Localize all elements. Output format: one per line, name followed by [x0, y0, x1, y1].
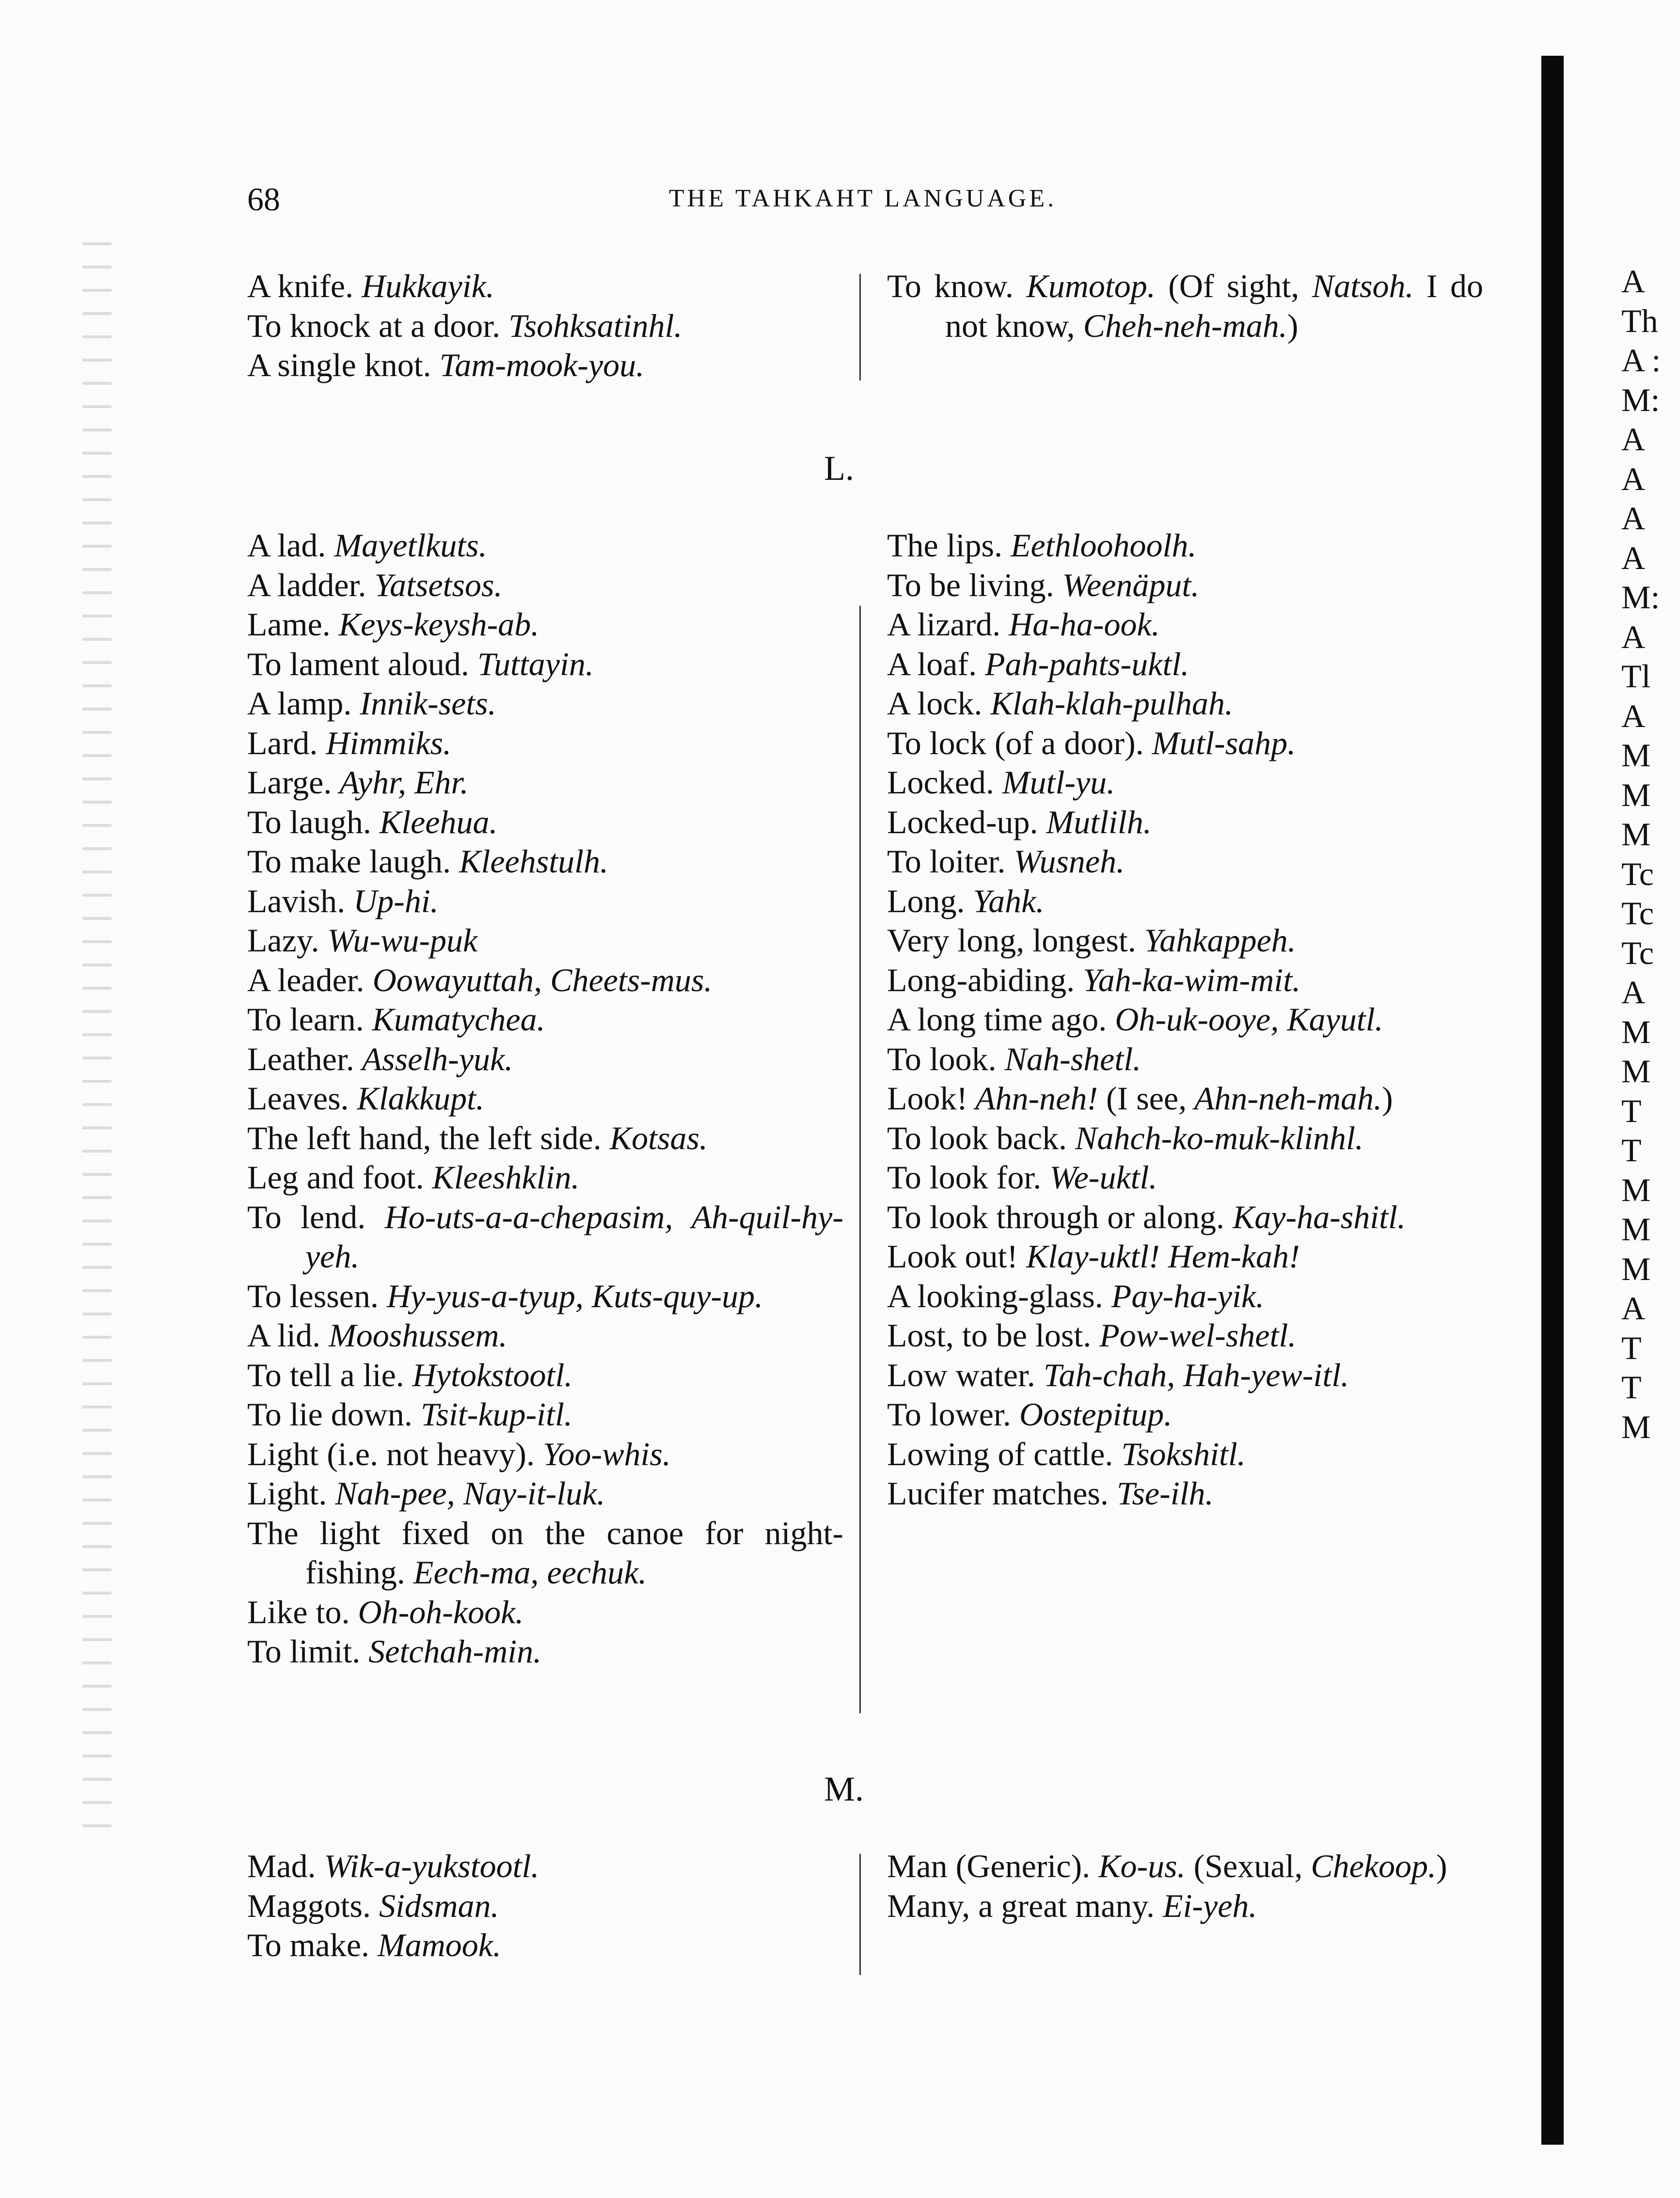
- tahkaht-term: Pow-wel-shetl.: [1091, 1317, 1297, 1354]
- tahkaht-term: Klay-uktl! Hem-kah!: [1018, 1238, 1300, 1275]
- english-term: A long time ago.: [887, 1001, 1107, 1038]
- english-term: A lid.: [247, 1317, 321, 1354]
- next-page-letter: M: [1621, 1408, 1651, 1445]
- tahkaht-term: Ei-yeh.: [1154, 1887, 1257, 1924]
- tahkaht-term: Kumotop.: [1013, 268, 1156, 304]
- english-term: To make.: [247, 1927, 370, 1963]
- english-term: To lend.: [247, 1198, 366, 1235]
- page-number: 68: [247, 181, 280, 218]
- page-header: [247, 180, 1478, 224]
- english-term: A lamp.: [247, 685, 352, 722]
- english-term: (I see,: [1097, 1080, 1187, 1117]
- english-term: A knife.: [247, 268, 354, 304]
- english-term: To tell a lie.: [247, 1356, 404, 1393]
- next-page-letter: M: [1621, 1250, 1651, 1287]
- dictionary-entry: [887, 1435, 1483, 1474]
- tahkaht-term: Mutlilh.: [1038, 803, 1152, 840]
- english-term: To look back.: [887, 1119, 1067, 1156]
- next-page-letter: Tl: [1621, 658, 1651, 695]
- dictionary-entry: [887, 842, 1483, 882]
- next-page-letter: A: [1621, 1290, 1646, 1327]
- tahkaht-term: Tsit-kup-itl.: [412, 1396, 572, 1433]
- tahkaht-term: Cheh-neh-mah.: [1075, 307, 1287, 344]
- tahkaht-term: Nah-shetl.: [996, 1040, 1141, 1077]
- dictionary-entry: [247, 306, 843, 346]
- tahkaht-term: Chekoop.: [1302, 1848, 1437, 1884]
- english-term: To lock (of a door).: [887, 724, 1144, 761]
- tahkaht-term: Eethloohoolh.: [1002, 527, 1197, 564]
- english-term: A looking-glass.: [887, 1277, 1103, 1314]
- next-page-letter: M: [1621, 1171, 1651, 1208]
- english-term: A lock.: [887, 685, 983, 722]
- english-term: To lower.: [887, 1396, 1011, 1433]
- next-page-letter: A :: [1621, 342, 1661, 379]
- tahkaht-term: Yoo-whis.: [534, 1435, 671, 1472]
- section-heading-l: L.: [824, 449, 854, 488]
- english-term: To look through or along.: [887, 1198, 1224, 1235]
- english-term: Lard.: [247, 724, 318, 761]
- dictionary-entry: [887, 526, 1483, 566]
- english-term: Locked-up.: [887, 803, 1038, 840]
- english-term: To be living.: [887, 566, 1054, 603]
- tahkaht-term: Ayhr, Ehr.: [332, 764, 469, 801]
- column-rule: [859, 274, 861, 380]
- dictionary-entry: [247, 1847, 843, 1886]
- next-page-letter: Tc: [1621, 855, 1654, 892]
- tahkaht-term: Tsokshitl.: [1113, 1435, 1246, 1472]
- dictionary-entry: [247, 1593, 843, 1632]
- tahkaht-term: Tuttayin.: [469, 645, 594, 682]
- dictionary-entry: [247, 842, 843, 882]
- tahkaht-term: We-uktl.: [1041, 1159, 1157, 1196]
- dictionary-entry: [887, 1040, 1483, 1079]
- dictionary-entry: [887, 645, 1483, 684]
- english-term: To laugh.: [247, 803, 371, 840]
- english-term: A ladder.: [247, 566, 366, 603]
- english-term: To lie down.: [247, 1396, 412, 1433]
- binding-edge: [1541, 56, 1564, 2145]
- english-term: (Sexual,: [1185, 1848, 1303, 1884]
- dictionary-entry: [247, 1079, 843, 1119]
- dictionary-entry: [247, 1926, 843, 1965]
- dictionary-entry: [247, 566, 843, 605]
- next-page-letter: M:: [1621, 381, 1660, 418]
- next-page-letter: A: [1621, 460, 1646, 497]
- next-page-letter: A: [1621, 539, 1646, 576]
- dictionary-entry: [247, 684, 843, 724]
- english-term: To lament aloud.: [247, 645, 469, 682]
- tahkaht-term: Tah-chah, Hah-yew-itl.: [1035, 1356, 1349, 1393]
- dictionary-entry: [887, 961, 1483, 1000]
- english-term: To learn.: [247, 1001, 364, 1038]
- dictionary-entry: [887, 724, 1483, 763]
- english-term: A leader.: [247, 961, 365, 998]
- tahkaht-term: Nahch-ko-muk-klinhl.: [1067, 1119, 1363, 1156]
- tahkaht-term: Pay-ha-yik.: [1103, 1277, 1265, 1314]
- english-term: A lad.: [247, 527, 326, 564]
- english-term: The lips.: [887, 527, 1002, 564]
- english-term: ): [1436, 1848, 1447, 1884]
- next-page-letter: M: [1621, 776, 1651, 813]
- english-term: A single knot.: [247, 347, 431, 383]
- dictionary-entry: [247, 605, 843, 645]
- tahkaht-term: Up-hi.: [345, 882, 439, 919]
- next-page-fragment: [1621, 262, 1680, 1447]
- tahkaht-term: Kleehstulh.: [451, 843, 608, 880]
- english-term: To knock at a door.: [247, 307, 501, 344]
- next-page-letter: Tc: [1621, 895, 1654, 932]
- english-term: The light fixed on the canoe for night-fishing.: [247, 1514, 843, 1591]
- section-heading-m: M.: [824, 1770, 864, 1808]
- english-term: To loiter.: [887, 843, 1006, 880]
- dictionary-entry: [887, 1237, 1483, 1277]
- next-page-letter: M: [1621, 816, 1651, 853]
- section-k-right: [887, 267, 1483, 346]
- english-term: Long-abiding.: [887, 961, 1075, 998]
- margin-specks: [82, 242, 111, 1842]
- dictionary-entry: [247, 1474, 843, 1514]
- dictionary-entry: [247, 1316, 843, 1356]
- tahkaht-term: Keys-keysh-ab.: [330, 606, 539, 643]
- dictionary-entry: [247, 882, 843, 921]
- tahkaht-term: Eech-ma, eechuk.: [405, 1554, 647, 1591]
- english-term: (Of sight,: [1155, 268, 1300, 304]
- dictionary-entry: [247, 1119, 843, 1158]
- dictionary-entry: [247, 724, 843, 763]
- next-page-letter: T: [1621, 1369, 1642, 1406]
- next-page-letter: Th: [1621, 302, 1658, 339]
- english-term: Maggots.: [247, 1887, 371, 1924]
- tahkaht-term: Oostepitup.: [1011, 1396, 1173, 1433]
- english-term: I do not know,: [945, 268, 1484, 344]
- english-term: Look!: [887, 1080, 968, 1117]
- tahkaht-term: Yahkappeh.: [1136, 922, 1296, 959]
- english-term: Leaves.: [247, 1080, 349, 1117]
- section-l-left: [247, 526, 843, 1672]
- next-page-letter: M: [1621, 1053, 1651, 1090]
- dictionary-entry: [247, 1514, 843, 1593]
- tahkaht-term: Oh-oh-kook.: [349, 1593, 524, 1630]
- english-term: Lost, to be lost.: [887, 1317, 1092, 1354]
- dictionary-entry: [247, 1040, 843, 1079]
- english-term: Lavish.: [247, 882, 346, 919]
- dictionary-entry: [247, 526, 843, 566]
- tahkaht-term: Kleeshklin.: [424, 1159, 580, 1196]
- english-term: Mad.: [247, 1848, 316, 1884]
- english-term: To look for.: [887, 1159, 1042, 1196]
- tahkaht-term: Asselh-yuk.: [354, 1040, 513, 1077]
- english-term: Large.: [247, 764, 332, 801]
- tahkaht-term: Mutl-yu.: [994, 764, 1115, 801]
- english-term: Lucifer matches.: [887, 1475, 1109, 1512]
- tahkaht-term: Hytokstootl.: [404, 1356, 573, 1393]
- english-term: Light (i.e. not heavy).: [247, 1435, 535, 1472]
- dictionary-entry: [887, 921, 1483, 961]
- tahkaht-term: Ahn-neh!: [967, 1080, 1098, 1117]
- next-page-letter: T: [1621, 1132, 1642, 1169]
- dictionary-entry: [247, 267, 843, 306]
- tahkaht-term: Wik-a-yukstootl.: [316, 1848, 539, 1884]
- tahkaht-term: Mayetlkuts.: [326, 527, 487, 564]
- tahkaht-term: Natsoh.: [1299, 268, 1414, 304]
- next-page-letter: A: [1621, 500, 1646, 537]
- english-term: Lowing of cattle.: [887, 1435, 1113, 1472]
- dictionary-entry: [247, 1435, 843, 1474]
- dictionary-entry: [887, 1000, 1483, 1040]
- tahkaht-term: Ko-us.: [1090, 1848, 1186, 1884]
- tahkaht-term: Mutl-sahp.: [1143, 724, 1296, 761]
- english-term: ): [1287, 307, 1299, 344]
- next-page-letter: M: [1621, 1211, 1651, 1248]
- tahkaht-term: Ha-ha-ook.: [1000, 606, 1160, 643]
- english-term: Light.: [247, 1475, 327, 1512]
- dictionary-entry: [887, 605, 1483, 645]
- tahkaht-term: Tam-mook-you.: [431, 347, 645, 383]
- english-term: To know.: [887, 268, 1014, 304]
- dictionary-entry: [247, 645, 843, 684]
- next-page-letter: A: [1621, 618, 1646, 655]
- dictionary-entry: [247, 961, 843, 1000]
- dictionary-entry: [887, 1316, 1483, 1356]
- dictionary-entry: [887, 763, 1483, 803]
- next-page-letter: M: [1621, 1013, 1651, 1050]
- tahkaht-term: Weenäput.: [1054, 566, 1200, 603]
- dictionary-entry: [887, 684, 1483, 724]
- tahkaht-term: Nah-pee, Nay-it-luk.: [327, 1475, 605, 1512]
- dictionary-entry: [887, 882, 1483, 921]
- dictionary-entry: [887, 1395, 1483, 1435]
- dictionary-entry: [247, 346, 843, 385]
- section-l-right: [887, 526, 1483, 1514]
- tahkaht-term: Setchah-min.: [360, 1633, 542, 1670]
- dictionary-entry: [887, 803, 1483, 842]
- dictionary-entry: [247, 1356, 843, 1395]
- next-page-letter: Tc: [1621, 934, 1654, 971]
- tahkaht-term: Yah-ka-wim-mit.: [1075, 961, 1301, 998]
- section-m-left: [247, 1847, 843, 1965]
- dictionary-entry: [887, 267, 1483, 346]
- next-page-letter: T: [1621, 1092, 1642, 1129]
- tahkaht-term: Hukkayik.: [353, 268, 494, 304]
- tahkaht-term: Sidsman.: [371, 1887, 499, 1924]
- tahkaht-term: Tsohksatinhl.: [500, 307, 682, 344]
- tahkaht-term: Hy-yus-a-tyup, Kuts-quy-up.: [378, 1277, 763, 1314]
- dictionary-entry: [247, 1277, 843, 1316]
- tahkaht-term: Oh-uk-ooye, Kayutl.: [1107, 1001, 1383, 1038]
- english-term: A loaf.: [887, 645, 977, 682]
- english-term: Lazy.: [247, 922, 319, 959]
- tahkaht-term: Wusneh.: [1005, 843, 1125, 880]
- dictionary-entry: [887, 1356, 1483, 1395]
- dictionary-entry: [247, 803, 843, 842]
- dictionary-entry: [887, 1847, 1483, 1886]
- english-term: Look out!: [887, 1238, 1018, 1275]
- dictionary-entry: [887, 1886, 1483, 1926]
- next-page-letter: A: [1621, 697, 1646, 734]
- tahkaht-term: Yahk.: [965, 882, 1045, 919]
- dictionary-entry: [887, 1079, 1483, 1119]
- tahkaht-term: Ho-uts-a-a-chepasim, Ah-quil-hy-yeh.: [305, 1198, 843, 1275]
- dictionary-entry: [887, 566, 1483, 605]
- tahkaht-term: Yatsetsos.: [366, 566, 503, 603]
- english-term: Long.: [887, 882, 965, 919]
- dictionary-entry: [247, 763, 843, 803]
- tahkaht-term: Klah-klah-pulhah.: [982, 685, 1233, 722]
- english-term: To lessen.: [247, 1277, 379, 1314]
- column-rule: [859, 1854, 861, 1975]
- tahkaht-term: Himmiks.: [317, 724, 452, 761]
- dictionary-entry: [247, 921, 843, 961]
- english-term: Very long, longest.: [887, 922, 1136, 959]
- english-term: The left hand, the left side.: [247, 1119, 602, 1156]
- tahkaht-term: Klakkupt.: [349, 1080, 485, 1117]
- running-head: THE TAHKAHT LANGUAGE.: [668, 185, 1057, 212]
- english-term: Like to.: [247, 1593, 350, 1630]
- dictionary-entry: [887, 1277, 1483, 1316]
- dictionary-entry: [247, 1632, 843, 1672]
- dictionary-entry: [887, 1198, 1483, 1237]
- tahkaht-term: Pah-pahts-uktl.: [977, 645, 1189, 682]
- tahkaht-term: Mamook.: [369, 1927, 501, 1963]
- tahkaht-term: Tse-ilh.: [1108, 1475, 1214, 1512]
- english-term: Leather.: [247, 1040, 354, 1077]
- tahkaht-term: Kotsas.: [601, 1119, 708, 1156]
- dictionary-entry: [887, 1474, 1483, 1514]
- next-page-letter: T: [1621, 1329, 1642, 1366]
- dictionary-entry: [247, 1198, 843, 1277]
- dictionary-entry: [247, 1886, 843, 1926]
- section-m-right: [887, 1847, 1483, 1926]
- dictionary-entry: [887, 1158, 1483, 1198]
- english-term: Leg and foot.: [247, 1159, 424, 1196]
- next-page-letter: A: [1621, 421, 1646, 458]
- dictionary-entry: [247, 1000, 843, 1040]
- english-term: To look.: [887, 1040, 997, 1077]
- english-term: Man (Generic).: [887, 1848, 1091, 1884]
- tahkaht-term: Ahn-neh-mah.: [1187, 1080, 1382, 1117]
- next-page-letter: A: [1621, 263, 1646, 300]
- column-rule: [859, 606, 861, 1713]
- english-term: Low water.: [887, 1356, 1035, 1393]
- dictionary-entry: [887, 1119, 1483, 1158]
- tahkaht-term: Kumatychea.: [364, 1001, 545, 1038]
- next-page-letter: M:: [1621, 579, 1660, 616]
- english-term: ): [1381, 1080, 1393, 1117]
- english-term: To make laugh.: [247, 843, 451, 880]
- dictionary-entry: [247, 1395, 843, 1435]
- tahkaht-term: Oowayuttah, Cheets-mus.: [364, 961, 713, 998]
- english-term: Locked.: [887, 764, 994, 801]
- english-term: A lizard.: [887, 606, 1001, 643]
- tahkaht-term: Innik-sets.: [351, 685, 496, 722]
- tahkaht-term: Mooshussem.: [320, 1317, 507, 1354]
- next-page-letter: M: [1621, 737, 1651, 774]
- tahkaht-term: Kay-ha-shitl.: [1224, 1198, 1406, 1235]
- english-term: Lame.: [247, 606, 331, 643]
- english-term: To limit.: [247, 1633, 361, 1670]
- tahkaht-term: Kleehua.: [371, 803, 498, 840]
- dictionary-entry: [247, 1158, 843, 1198]
- section-k-left: [247, 267, 843, 385]
- next-page-letter: A: [1621, 974, 1646, 1011]
- tahkaht-term: Wu-wu-puk: [319, 922, 478, 959]
- english-term: Many, a great many.: [887, 1887, 1155, 1924]
